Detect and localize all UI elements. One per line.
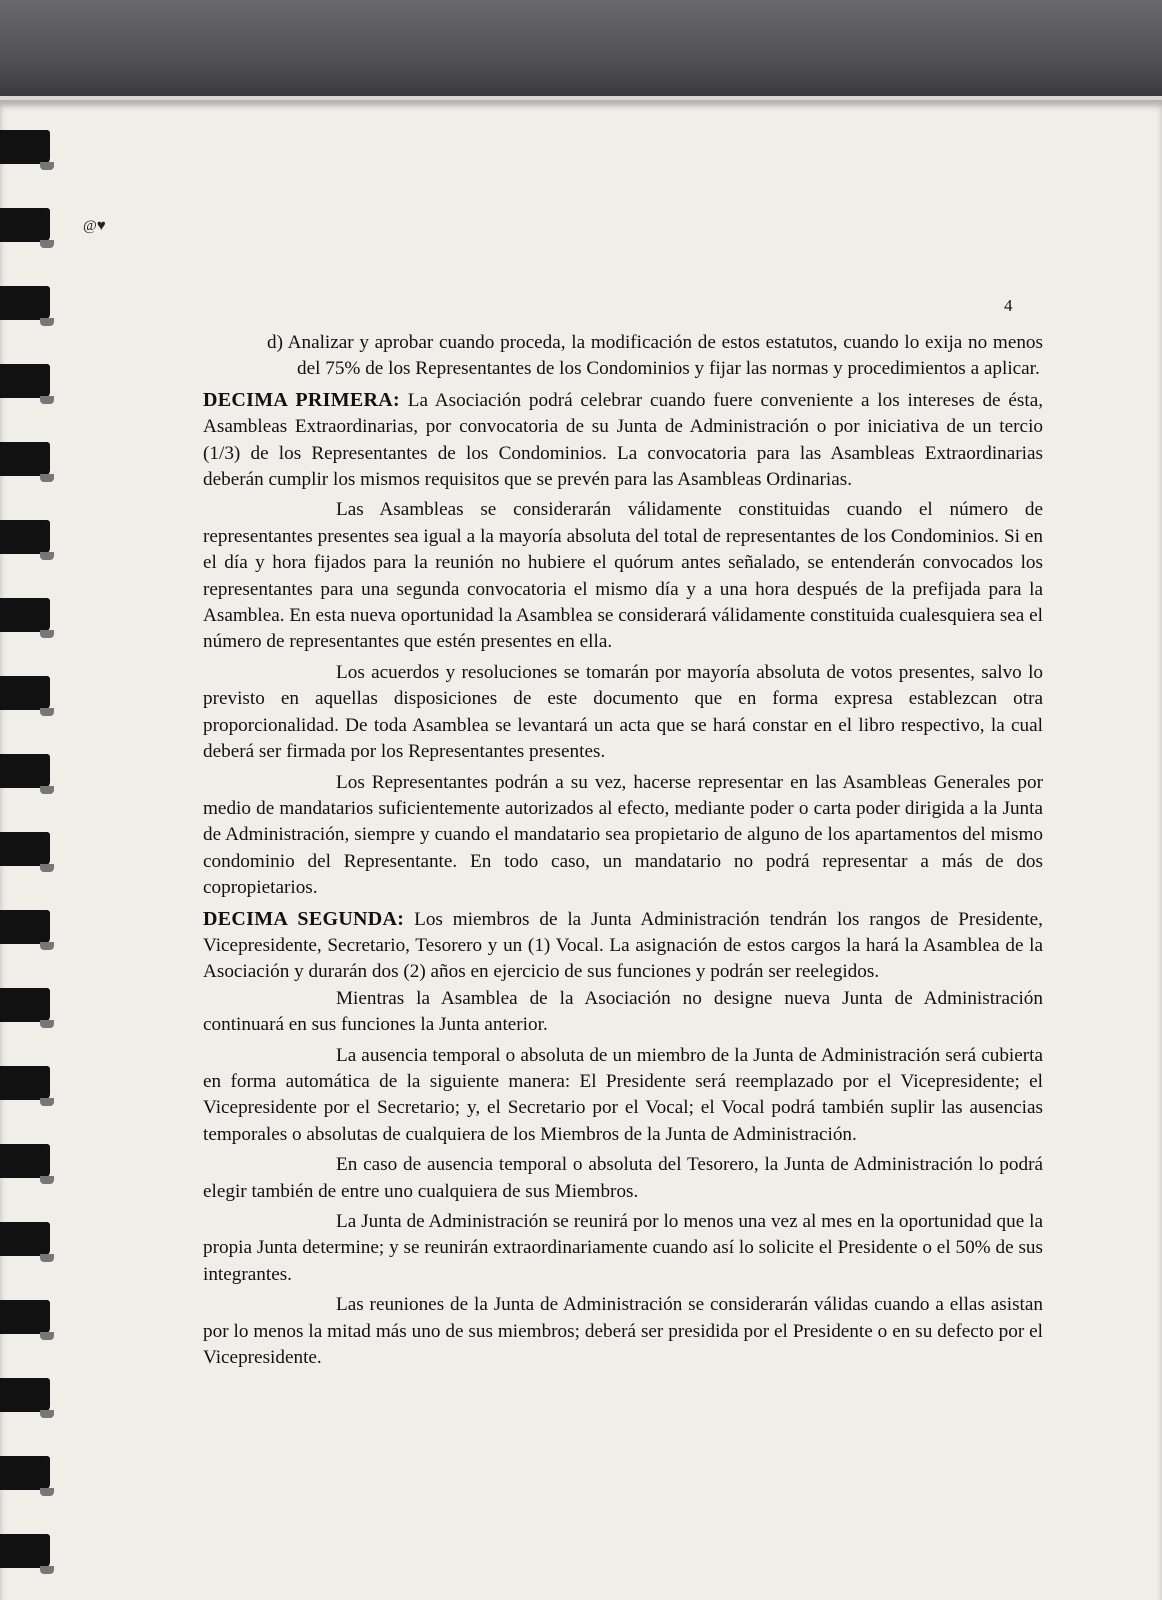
page-number: 4 [1004, 296, 1013, 315]
binding-ring [0, 208, 50, 242]
binding-ring [0, 910, 50, 944]
binding-ring [0, 1534, 50, 1568]
clause-decima-primera [203, 387, 1043, 494]
binding-ring [0, 598, 50, 632]
binding-ring [0, 130, 50, 164]
paragraph-mientras: Mientras la Asamblea de la Asociación no designe nueva Junta de Administración continuará en sus funciones la Junta anterior. [203, 987, 1043, 1036]
binding-ring [0, 1456, 50, 1490]
clause-decima-segunda [203, 906, 1043, 986]
binding-ring [0, 754, 50, 788]
document-body [203, 330, 1043, 1371]
binding-ring [0, 286, 50, 320]
binding-ring [0, 1378, 50, 1412]
clause-text: Los miembros de la Junta Administración tendrán los rangos de Presidente, Vicepresidente, Secretario, Tesorero y un (1) Vocal. La asignación de estos cargos la hará la Asamblea de la Asociación y durarán dos (2) años en ejercicio de sus funciones y podrán ser reelegidos. [203, 908, 1043, 983]
binding-ring [0, 1222, 50, 1256]
paragraph-acuerdos: Los acuerdos y resoluciones se tomarán por mayoría absoluta de votos presentes, salvo lo previsto en aquellas disposiciones de este documento que en forma expresa establezcan otra proporcionalidad. De toda Asamblea se levantará un acta que se hará constar en el libro respectivo, la cual deberá ser firmada por los Representantes presentes. [203, 661, 1043, 763]
paragraph-quorum: Las Asambleas se considerarán válidamente constituidas cuando el número de representantes presentes sea igual a la mayoría absoluta del total de representantes de los Condominios. Si en el día y hora fijados para la reunión no hubiere el quórum antes señalado, se entenderán convocados los representantes para una segunda convocatoria el mismo día y a una hora después de la prefijada para la Asamblea. En esta nueva oportunidad la Asamblea se considerará válidamente constituida cualesquiera sea el número de representantes que estén presentes en ella. [203, 499, 1043, 653]
paragraph-validas: Las reuniones de la Junta de Administración se considerarán válidas cuando a ellas asistan por lo menos la mitad más uno de sus miembros; deberá ser presidida por el Presidente o en su defecto por el Vicepresidente. [203, 1294, 1043, 1369]
spiral-binding [0, 130, 56, 1600]
clause-heading: DECIMA SEGUNDA: [203, 907, 405, 930]
paragraph-mandatarios: Los Representantes podrán a su vez, hacerse representar en las Asambleas Generales por medio de mandatarios suficientemente autorizados al efecto, mediante poder o carta poder dirigida a la Junta de Administración, siempre y cuando el mandatario sea propietario de alguno de los apartamentos del mismo condominio del Representante. En todo caso, un mandatario no podrá representar a más de dos copropietarios. [203, 771, 1043, 899]
paragraph-ausencia: La ausencia temporal o absoluta de un miembro de la Junta de Administración será cubierta en forma automática de la siguiente manera: El Presidente será reemplazado por el Vicepresidente; el Vicepresidente por el Secretario; y, el Secretario por el Vocal; el Vocal podrá también suplir las ausencias temporales o absolutas de cualquiera de los Miembros de la Junta de Administración. [203, 1044, 1043, 1145]
clause-heading: DECIMA PRIMERA: [203, 388, 400, 411]
binding-ring [0, 1066, 50, 1100]
binding-ring [0, 832, 50, 866]
background-shadow [0, 0, 1162, 110]
paragraph-tesorero: En caso de ausencia temporal o absoluta del Tesorero, la Junta de Administración lo podrá elegir también de entre uno cualquiera de sus Miembros. [203, 1154, 1043, 1202]
binding-ring [0, 364, 50, 398]
clause-text: La Asociación podrá celebrar cuando fuere conveniente a los intereses de ésta, Asambleas Extraordinarias, por convocatoria de su Junta de Administración o por iniciativa de un tercio (1/3) de los Representantes de los Condominios. La convocatoria para las Asambleas Extraordinarias deberán cumplir los mismos requisitos que se prevén para las Asambleas Ordinarias. [203, 389, 1044, 491]
paragraph-reunion: La Junta de Administración se reunirá por lo menos una vez al mes en la oportunidad que la propia Junta determine; y se reunirán extraordinariamente cuando así lo solicite el Presidente o el 50% de sus integrantes. [203, 1211, 1043, 1285]
binding-ring [0, 1144, 50, 1178]
binding-ring [0, 988, 50, 1022]
handwritten-mark: @♥ [83, 218, 106, 234]
binding-ring [0, 1300, 50, 1334]
item-d: d) Analizar y aprobar cuando proceda, la modificación de estos estatutos, cuando lo exija no menos del 75% de los Representantes de los Condominios y fijar las normas y procedimientos a aplicar. [267, 332, 1043, 380]
binding-ring [0, 442, 50, 476]
binding-ring [0, 520, 50, 554]
binding-ring [0, 676, 50, 710]
